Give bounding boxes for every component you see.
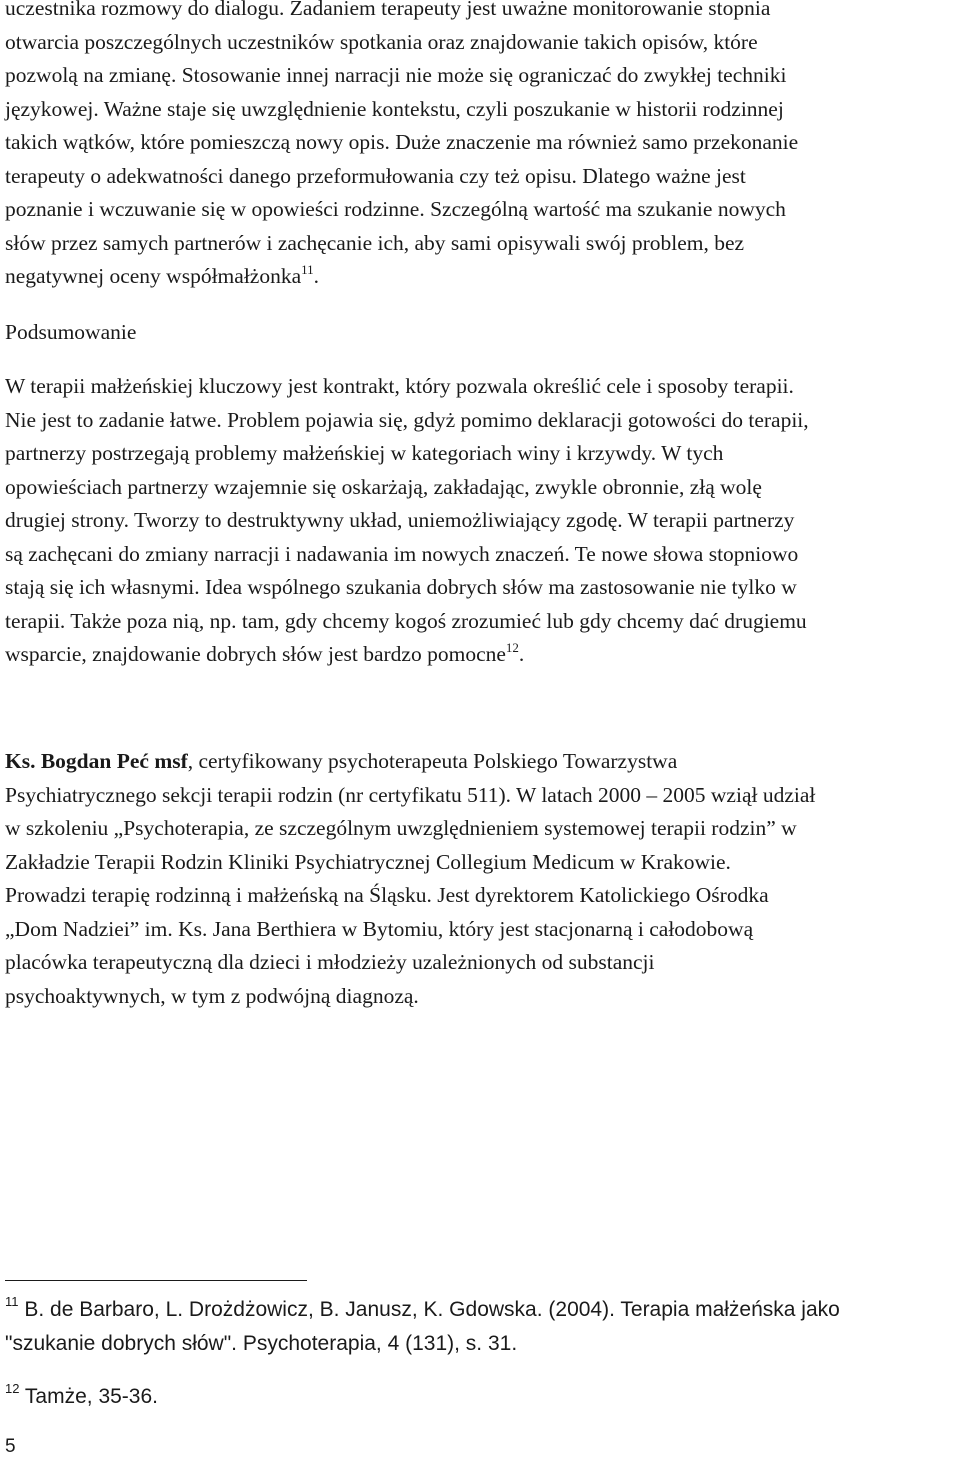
footnote-text: Tamże, 35-36. [19, 1385, 158, 1408]
paragraph-dialogue [5, 0, 955, 294]
text-line [5, 260, 955, 294]
text-line: Prowadzi terapię rodzinną i małżeńską na Śląsku. Jest dyrektorem Katolickiego Ośrodka [5, 883, 769, 907]
footnote-line [5, 1380, 955, 1414]
text-line: słów przez samych partnerów i zachęcanie ich, aby sami opisywali swój problem, bez [5, 230, 745, 255]
text-line-content: negatywnej oceny współmałżonka [5, 264, 302, 288]
text-line: uczestnika rozmowy do dialogu. Zadaniem terapeuty jest uważne monitorowanie stopnia [5, 0, 771, 20]
text-line: językowej. Ważne staje się uwzględnienie kontekstu, czyli poszukanie w historii rodzinnej [5, 96, 784, 121]
footnote-line: "szukanie dobrych słów". Psychoterapia, 4 (131), s. 31. [5, 1332, 518, 1355]
paragraph-summary [5, 370, 955, 672]
text-line-content: wsparcie, znajdowanie dobrych słów jest bardzo pomocne [5, 642, 506, 666]
author-name: Bogdan Peć msf [40, 749, 188, 773]
footnote-separator [5, 1280, 307, 1281]
text-line: partnerzy postrzegają problemy małżeńskiej w kategoriach winy i krzywdy. W tych [5, 441, 724, 465]
author-title: Ks. [5, 749, 36, 773]
text-line: poznanie i wczuwanie się w opowieści rodzinne. Szczególną wartość ma szukanie nowych [5, 197, 786, 221]
text-line [5, 745, 955, 779]
footnote-line [5, 1293, 955, 1327]
text-line: terapeuty o adekwatności danego przeformułowania czy też opisu. Dlatego ważne jest [5, 163, 746, 188]
footnote-text: B. de Barbaro, L. Drożdżowicz, B. Janusz, K. Gdowska. (2004). Terapia małżeńska jako [18, 1298, 840, 1321]
section-heading: Podsumowanie [5, 320, 137, 344]
sentence-end: . [518, 642, 525, 666]
text-line: Psychiatrycznego sekcji terapii rodzin (nr certyfikatu 511). W latach 2000 – 2005 wziął udział [5, 782, 816, 807]
footnote-11 [5, 1293, 955, 1361]
footnote-number: 11 [5, 1294, 19, 1309]
text-line: Nie jest to zadanie łatwe. Problem pojawia się, gdyż pomimo deklaracji gotowości do terapii, [5, 407, 809, 432]
text-line: „Dom Nadziei” im. Ks. Jana Berthiera w Bytomiu, który jest stacjonarną i całodobową [5, 916, 754, 941]
author-bio [5, 745, 955, 1013]
text-line: są zachęcani do zmiany narracji i nadawania im nowych znaczeń. Te nowe słowa stopniowo [5, 541, 799, 566]
text-line: w szkoleniu „Psychoterapia, ze szczególnym uwzględnieniem systemowej terapii rodzin” w [5, 816, 797, 840]
text-line: otwarcia poszczególnych uczestników spotkania oraz znajdowanie takich opisów, które [5, 29, 758, 54]
text-line [5, 638, 955, 672]
footnote-12 [5, 1380, 955, 1414]
text-line: Zakładzie Terapii Rodzin Kliniki Psychiatrycznej Collegium Medicum w Krakowie. [5, 849, 731, 874]
sentence-end: . [313, 264, 320, 288]
text-line: placówka terapeutyczną dla dzieci i młodzieży uzależnionych od substancji [5, 950, 655, 974]
text-line: psychoaktywnych, w tym z podwójną diagnozą. [5, 983, 419, 1008]
footnote-ref-11[interactable]: 11 [301, 262, 314, 277]
text-line: opowieściach partnerzy wzajemnie się oskarżają, zakładając, zwykle obronnie, złą wolę [5, 474, 762, 499]
text-line: stają się ich własnymi. Idea wspólnego szukania dobrych słów ma zastosowanie nie tylko w [5, 575, 797, 599]
text-line: W terapii małżeńskiej kluczowy jest kontrakt, który pozwala określić cele i sposoby terapii. [5, 374, 794, 398]
footnote-number: 12 [5, 1381, 20, 1396]
text-line: takich wątków, które pomieszczą nowy opis. Duże znaczenie ma również samo przekonanie [5, 130, 799, 154]
text-line: terapii. Także poza nią, np. tam, gdy chcemy kogoś zrozumieć lub gdy chcemy dać drugiemu [5, 608, 807, 633]
text-line: drugiej strony. Tworzy to destruktywny układ, uniemożliwiający zgodę. W terapii partnerzy [5, 508, 795, 532]
footnote-ref-12[interactable]: 12 [505, 640, 519, 655]
page-number: 5 [5, 1436, 16, 1457]
text-line-content: , certyfikowany psychoterapeuta Polskiego Towarzystwa [187, 749, 678, 773]
text-line: pozwolą na zmianę. Stosowanie innej narracji nie może się ograniczać do zwykłej techniki [5, 63, 787, 87]
